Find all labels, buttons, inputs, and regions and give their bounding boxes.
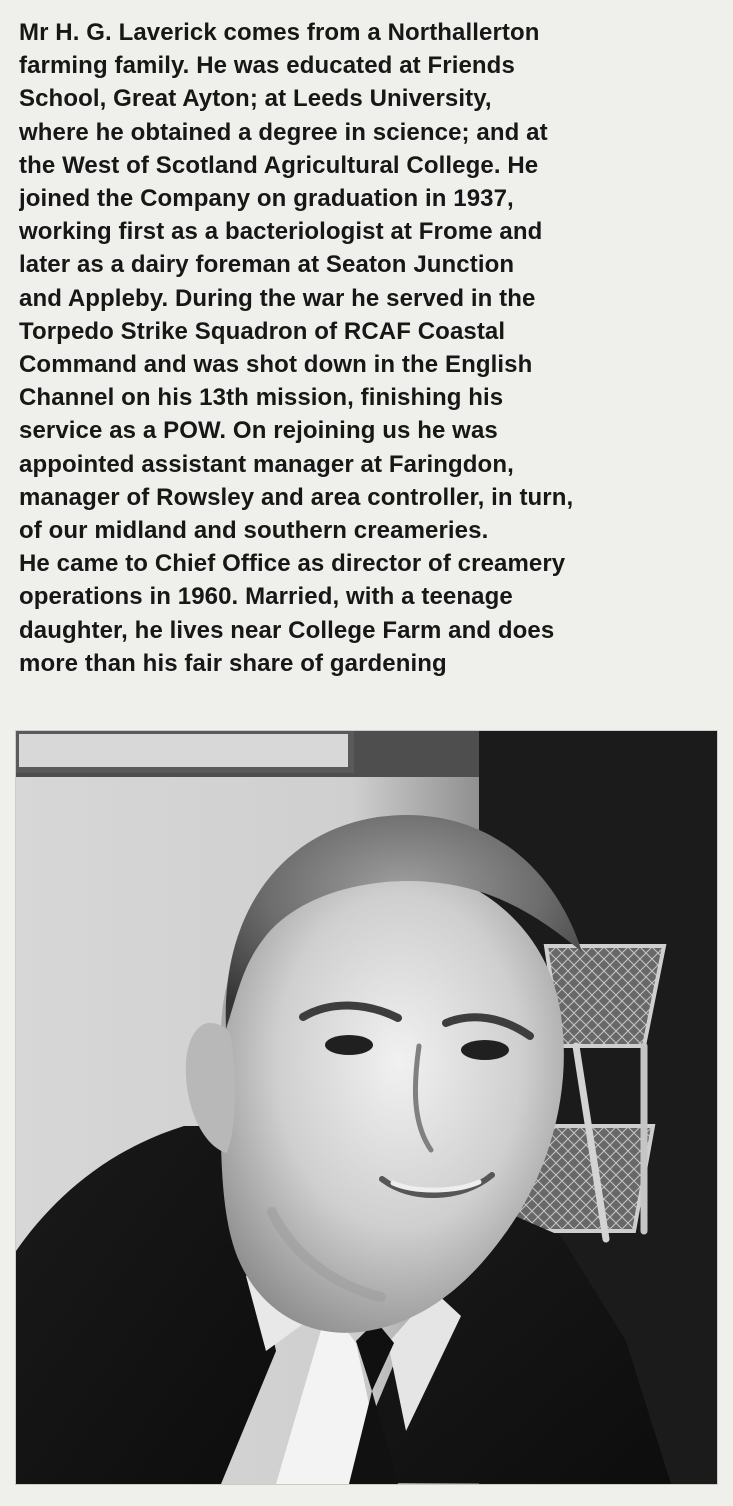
bio-line: later as a dairy foreman at Seaton Junction [19,251,515,279]
bio-line: of our midland and southern creameries. [19,517,489,545]
bio-line: Channel on his 13th mission, finishing his [19,384,504,412]
bio-line: service as a POW. On rejoining us he was [19,417,498,445]
bio-line: operations in 1960. Married, with a teenage [19,583,513,611]
bio-line: Torpedo Strike Squadron of RCAF Coastal [19,317,506,345]
bio-line: working first as a bacteriologist at Frome and [19,218,543,246]
bio-line: farming family. He was educated at Friends [19,52,515,80]
biography-text [19,16,719,691]
bio-line: appointed assistant manager at Faringdon, [19,450,514,478]
portrait-photo [16,731,717,1484]
bio-line: Command and was shot down in the English [19,351,533,379]
portrait-illustration [16,731,717,1484]
bio-line: manager of Rowsley and area controller, in turn, [19,483,574,511]
bio-line: and Appleby. During the war he served in the [19,284,536,312]
bio-line: daughter, he lives near College Farm and does [19,616,555,644]
bio-line: joined the Company on graduation in 1937, [19,185,514,213]
bio-line: He came to Chief Office as director of creamery [19,550,566,578]
bio-line: where he obtained a degree in science; and at [19,118,548,146]
bio-line: School, Great Ayton; at Leeds University, [19,85,492,113]
bio-line: Mr H. G. Laverick comes from a Northallerton [19,19,540,46]
bio-line: more than his fair share of gardening [19,649,447,677]
bio-line: the West of Scotland Agricultural College. He [19,151,539,179]
